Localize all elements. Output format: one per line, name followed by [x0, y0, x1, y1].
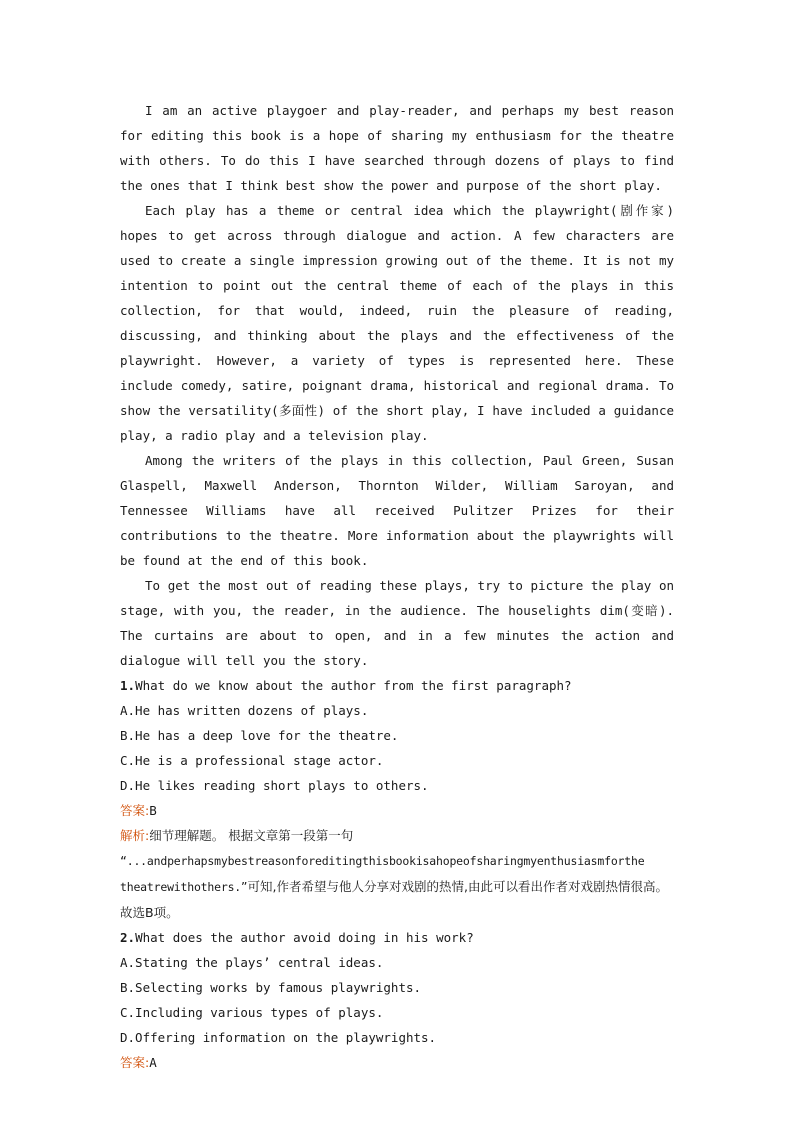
question-2-text: What does the author avoid doing in his work?	[135, 930, 474, 945]
question-2	[120, 925, 674, 1075]
document-page	[120, 98, 674, 1075]
answer-value: B	[149, 803, 157, 818]
question-2-option-c: C.Including various types of plays.	[120, 1005, 384, 1020]
question-1-answer	[120, 798, 674, 823]
explanation-tail: ”可知,作者希望与他人分享对戏剧的热情,由此可以看出作者对戏剧热情很高。故选B项。	[120, 879, 668, 920]
passage-paragraph-1: I am an active playgoer and play-reader, and perhaps my best reason for editing this book is a hope of sharing my enthusiasm for the theatre with others. To do this I have searched through dozens of plays to find the ones that I think best show the power and purpose of the short play.	[120, 103, 674, 193]
answer-label: 答案:	[120, 1055, 150, 1070]
question-2-number: 2.	[120, 930, 136, 945]
question-1-explanation	[120, 823, 674, 925]
explanation-head: 细节理解题。 根据文章第一段第一句	[149, 828, 354, 843]
question-1-number: 1.	[120, 678, 136, 693]
question-2-stem	[120, 925, 674, 950]
question-1-option-c: C.He is a professional stage actor.	[120, 753, 384, 768]
question-2-answer	[120, 1050, 674, 1075]
question-2-option-d: D.Offering information on the playwrights.	[120, 1030, 437, 1045]
question-1-option-d: D.He likes reading short plays to others.	[120, 778, 429, 793]
question-1-stem	[120, 673, 674, 698]
answer-value: A	[149, 1055, 157, 1070]
explanation-quote: “...andperhapsmybestreasonforeditingthisbookisahopeofsharingmyenthusiasmforthe theatrewithothers.	[120, 854, 645, 894]
question-1-option-b: B.He has a deep love for the theatre.	[120, 728, 399, 743]
question-1-text: What do we know about the author from the first paragraph?	[135, 678, 572, 693]
passage-paragraph-3: Among the writers of the plays in this collection, Paul Green, Susan Glaspell, Maxwell Anderson, Thornton Wilder, William Saroyan, and Tennessee Williams have all received Pulitzer Prizes for their contributions to the theatre. More information about the playwrights will be found at the end of this book.	[120, 453, 674, 568]
question-2-option-a: A.Stating the plays’ central ideas.	[120, 955, 384, 970]
passage-paragraph-2: Each play has a theme or central idea which the playwright(剧作家) hopes to get across through dialogue and action. A few characters are used to create a single impression growing out of the theme. It is not my intention to point out the central theme of each of the plays in this collection, for that would, indeed, ruin the pleasure of reading, discussing, and thinking about the plays and the effectiveness of the playwright. However, a variety of types is represented here. These include comedy, satire, poignant drama, historical and regional drama. To show the versatility(多面性) of the short play, I have included a guidance play, a radio play and a television play.	[120, 203, 674, 443]
question-1	[120, 673, 674, 925]
passage-paragraph-4: To get the most out of reading these plays, try to picture the play on stage, with you, the reader, in the audience. The houselights dim(变暗). The curtains are about to open, and in a few minutes the action and dialogue will tell you the story.	[120, 578, 674, 668]
question-2-option-b: B.Selecting works by famous playwrights.	[120, 980, 422, 995]
question-1-option-a: A.He has written dozens of plays.	[120, 703, 369, 718]
explanation-label: 解析:	[120, 828, 150, 843]
answer-label: 答案:	[120, 803, 150, 818]
